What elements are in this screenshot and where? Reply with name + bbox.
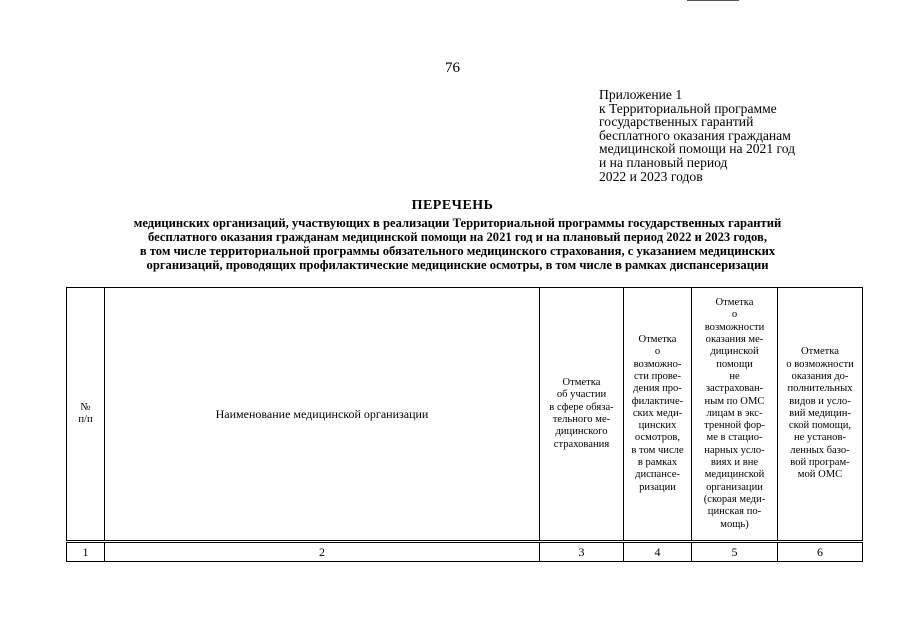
column-number-3: 3 (540, 542, 624, 562)
column-number-1: 1 (67, 542, 105, 562)
page-number: 76 (445, 60, 460, 76)
document-title: ПЕРЕЧЕНЬ (411, 198, 494, 213)
top-edge-line (687, 0, 739, 1)
column-number-5: 5 (692, 542, 778, 562)
header-organization-name: Наименование медицинской организации (105, 288, 540, 542)
header-preventive-exams: Отметка о возможно- сти прове- дения про- филактиче- ских меди- цинских осмотров, в том числе в рамках диспансе- ризации (624, 288, 692, 542)
document-subtitle: медицинских организаций, участвующих в реализации Территориальной программы государственных гарантий бесплатного оказания гражданам медицинской помощи на 2021 год и на плановый период 2022 и 2023 годов, в том числе территориальной программы обязательного медицинского страхования, с указанием медицинских организаций, проводящих профилактические медицинские осмотры, в том числе в рамках диспансеризации (133, 216, 782, 272)
appendix-note: Приложение 1 к Территориальной программе государственных гарантий бесплатного оказания гражданам медицинской помощи на 2021 год и на плановый период 2022 и 2023 годов (599, 87, 796, 184)
header-additional-care: Отметка о возможности оказания до- полнительных видов и усло- вий медицин- ской помощи, не установ- ленных базо- вой програм- мой ОМС (778, 288, 863, 542)
column-number-row (67, 542, 863, 562)
header-number: № п/п (67, 288, 105, 542)
organizations-table (66, 287, 863, 562)
column-number-6: 6 (778, 542, 863, 562)
column-number-2: 2 (105, 542, 540, 562)
header-emergency-care: Отметка о возможности оказания ме- дицинской помощи не застрахован- ным по ОМС лицам в экс- тренной фор- ме в стацио- нарных усло- виях и вне медицинской организации (скорая меди- цинская по- мощь) (692, 288, 778, 542)
table-header-row (67, 288, 863, 542)
column-number-4: 4 (624, 542, 692, 562)
header-oms-participation: Отметка об участии в сфере обяза- тельного ме- дицинского страхования (540, 288, 624, 542)
